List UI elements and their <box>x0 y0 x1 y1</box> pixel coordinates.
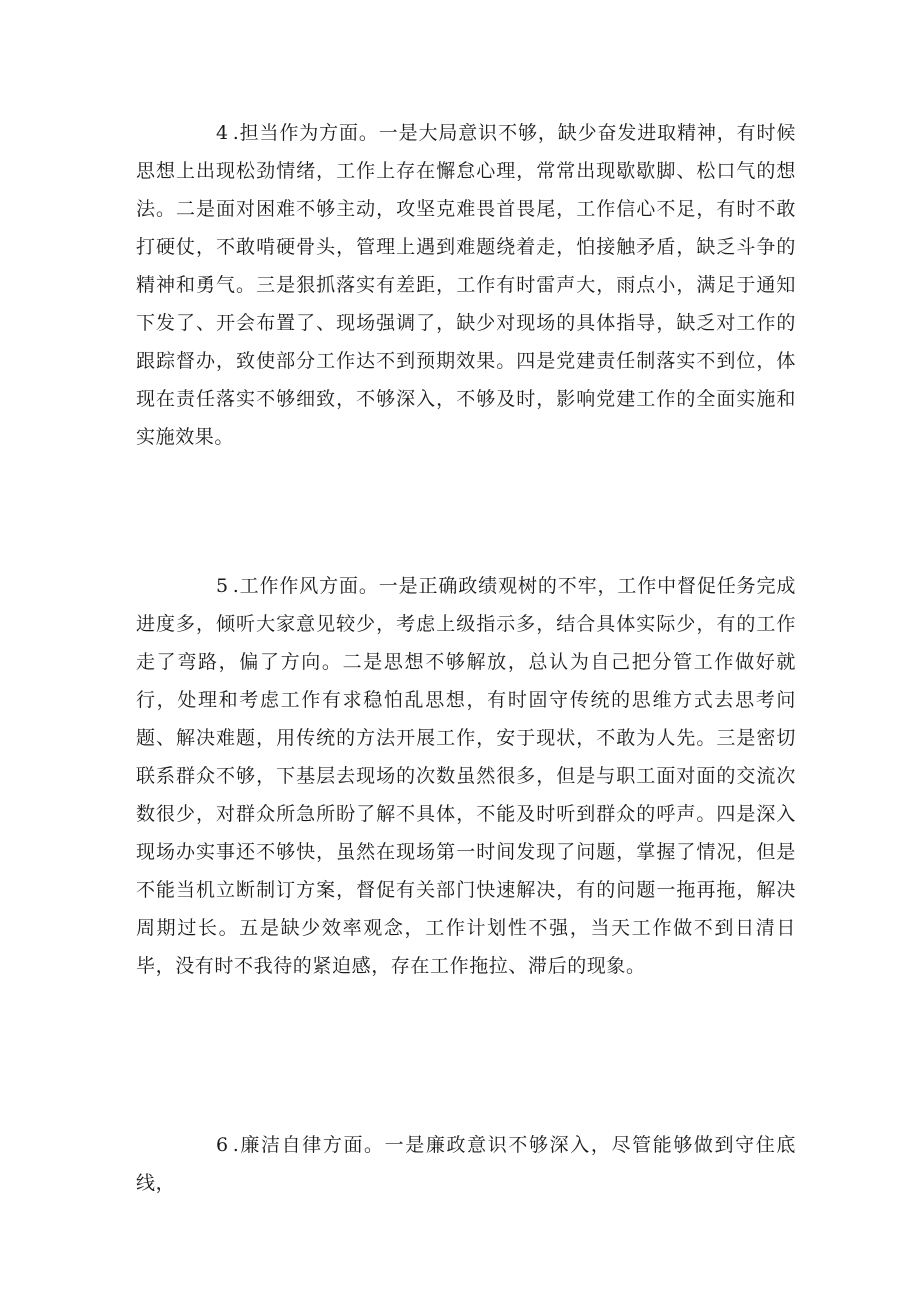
paragraph-4 <box>136 114 796 456</box>
paragraph-number: 4 <box>216 122 229 144</box>
paragraph-text: .廉洁自律方面。一是廉政意识不够深入，尽管能够做到守住底线， <box>136 1134 796 1194</box>
paragraph-number: 6 <box>216 1134 229 1156</box>
paragraph-6 <box>136 1126 796 1202</box>
paragraph-text: .工作作风方面。一是正确政绩观树的不牢，工作中督促任务完成进度多，倾听大家意见较少，考虑上级指示多，结合具体实际少，有的工作走了弯路，偏了方向。二是思想不够解放，总认为自己把分管工作做好就行，处理和考虑工作有求稳怕乱思想，有时固守传统的思维方式去思考问题、解决难题，用传统的方法开展工作，安于现状，不敢为人先。三是密切联系群众不够，下基层去现场的次数虽然很多，但是与职工面对面的交流次数很少，对群众所急所盼了解不具体，不能及时听到群众的呼声。四是深入现场办实事还不够快，虽然在现场第一时间发现了问题，掌握了情况，但是不能当机立断制订方案，督促有关部门快速解决，有的问题一拖再拖，解决周期过长。五是缺少效率观念，工作计划性不强，当天工作做不到日清日毕，没有时不我待的紧迫感，存在工作拖拉、滞后的现象。 <box>136 575 796 977</box>
paragraph-text: .担当作为方面。一是大局意识不够，缺少奋发进取精神，有时候思想上出现松劲情绪，工作上存在懈怠心理，常常出现歇歇脚、松口气的想法。二是面对困难不够主动，攻坚克难畏首畏尾，工作信心不足，有时不敢打硬仗，不敢啃硬骨头，管理上遇到难题绕着走，怕接触矛盾，缺乏斗争的精神和勇气。三是狠抓落实有差距，工作有时雷声大，雨点小，满足于通知下发了、开会布置了、现场强调了，缺少对现场的具体指导，缺乏对工作的跟踪督办，致使部分工作达不到预期效果。四是党建责任制落实不到位，体现在责任落实不够细致，不够深入，不够及时，影响党建工作的全面实施和实施效果。 <box>136 122 796 448</box>
paragraph-5 <box>136 567 796 985</box>
paragraph-number: 5 <box>216 575 229 597</box>
